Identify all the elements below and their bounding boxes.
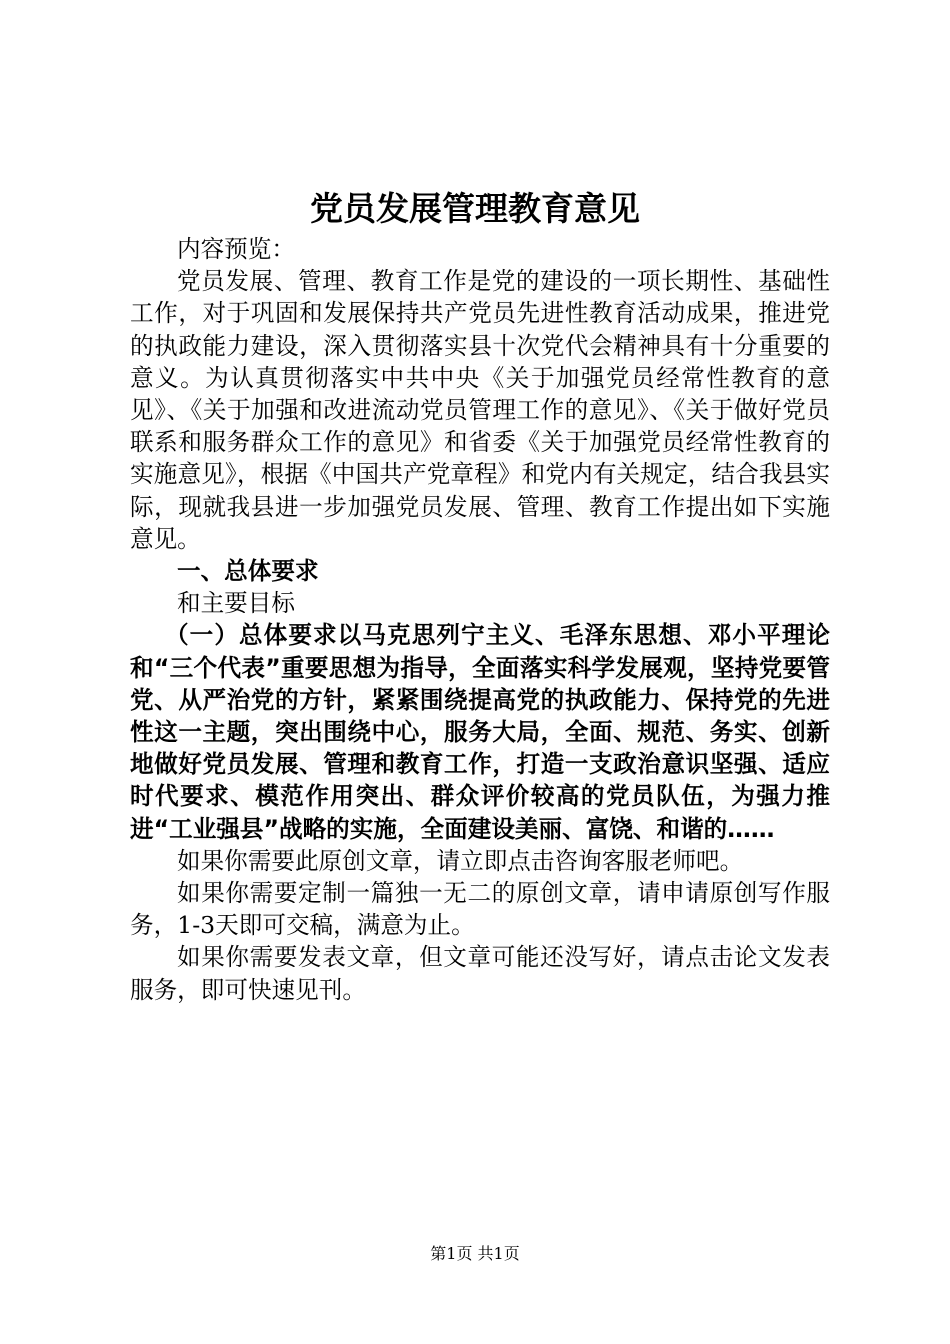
preview-label: 内容预览： <box>177 235 295 263</box>
section-heading: 一、总体要求 <box>177 557 319 586</box>
document-title: 党员发展管理教育意见 <box>310 189 640 228</box>
document-body <box>130 233 830 1006</box>
section-subheading: 和主要目标 <box>177 589 295 618</box>
promo-publish-link[interactable]: 如果你需要发表文章，但文章可能还没写好，请点击论文发表服务，即可快速见刊。 <box>130 943 830 1004</box>
intro-paragraph: 党员发展、管理、教育工作是党的建设的一项长期性、基础性工作，对于巩固和发展保持共产党员先进性教育活动成果，推进党的执政能力建设，深入贯彻落实县十次党代会精神具有十分重要的意义。为认真贯彻落实中共中央《关于加强党员经常性教育的意见》、《关于加强和改进流动党员管理工作的意见》、《关于做好党员联系和服务群众工作的意见》和省委《关于加强党员经常性教育的实施意见》，根据《中国共产党章程》和党内有关规定，结合我县实际，现就我县进一步加强党员发展、管理、教育工作提出如下实施意见。 <box>130 267 830 553</box>
promo-custom-writing-link[interactable]: 如果你需要定制一篇独一无二的原创文章，请申请原创写作服务，1-3天即可交稿，满意为止。 <box>130 879 830 940</box>
section-body-paragraph: （一）总体要求以马克思列宁主义、毛泽东思想、邓小平理论和“三个代表”重要思想为指导，全面落实科学发展观，坚持党要管党、从严治党的方针，紧紧围绕提高党的执政能力、保持党的先进性这一主题，突出围绕中心，服务大局，全面、规范、务实、创新地做好党员发展、管理和教育工作，打造一支政治意识坚强、适应时代要求、模范作用突出、群众评价较高的党员队伍，为强力推进“工业强县”战略的实施，全面建设美丽、富饶、和谐的…… <box>130 621 830 843</box>
promo-consult-link[interactable]: 如果你需要此原创文章，请立即点击咨询客服老师吧。 <box>177 846 744 875</box>
page-footer: 第1页 共1页 <box>430 1244 520 1263</box>
